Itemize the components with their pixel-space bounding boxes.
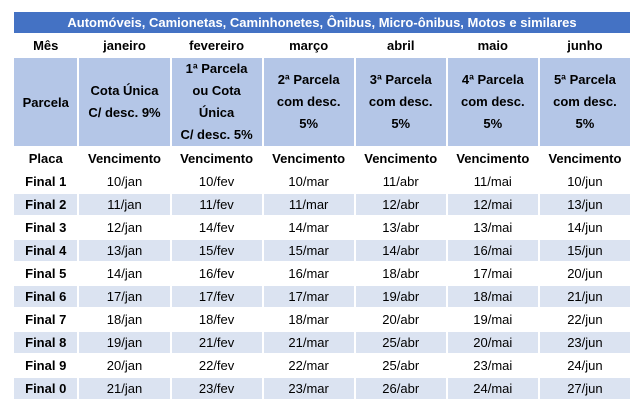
due-date-cell: 10/jan xyxy=(79,171,169,192)
due-date-cell: 18/jan xyxy=(79,309,169,330)
due-date-cell: 13/abr xyxy=(356,217,446,238)
parcela-line: com desc. xyxy=(461,94,525,109)
parcela-line: 3ª Parcela xyxy=(369,72,432,87)
due-date-cell: 18/mar xyxy=(264,309,354,330)
parcela-cell xyxy=(448,58,538,146)
due-date-cell: 15/fev xyxy=(172,240,262,261)
due-date-cell: 14/jan xyxy=(79,263,169,284)
parcela-cell xyxy=(356,58,446,146)
due-date-cell: 11/jan xyxy=(79,194,169,215)
parcela-line: 5ª Parcela xyxy=(553,72,616,87)
table-row xyxy=(14,355,630,376)
table-row xyxy=(14,240,630,261)
due-date-cell: 16/mar xyxy=(264,263,354,284)
due-date-cell: 11/fev xyxy=(172,194,262,215)
vencimento-header: Vencimento xyxy=(364,151,438,166)
due-date-cell: 12/abr xyxy=(356,194,446,215)
table-row xyxy=(14,332,630,353)
due-date-cell: 11/mai xyxy=(448,171,538,192)
due-date-cell: 22/jun xyxy=(540,309,630,330)
parcela-header: Parcela xyxy=(14,58,77,146)
parcela-line: C/ desc. 9% xyxy=(88,105,161,120)
table-row xyxy=(14,171,630,192)
parcela-line: 2ª Parcela xyxy=(277,72,340,87)
due-date-cell: 19/jan xyxy=(79,332,169,353)
parcela-row xyxy=(14,58,630,146)
due-date-cell: 18/mai xyxy=(448,286,538,307)
placa-header: Placa xyxy=(28,151,63,166)
month-row xyxy=(14,35,630,56)
due-date-cell: 18/fev xyxy=(172,309,262,330)
due-date-cell: 16/mai xyxy=(448,240,538,261)
plate-final-cell: Final 0 xyxy=(14,378,77,399)
vencimento-header: Vencimento xyxy=(548,151,622,166)
due-date-cell: 19/mai xyxy=(448,309,538,330)
due-date-cell: 21/jan xyxy=(79,378,169,399)
due-date-cell: 15/jun xyxy=(540,240,630,261)
parcela-line: 4ª Parcela xyxy=(461,72,524,87)
plate-final-cell: Final 4 xyxy=(14,240,77,261)
due-date-cell: 13/mai xyxy=(448,217,538,238)
due-date-cell: 24/mai xyxy=(448,378,538,399)
due-date-cell: 27/jun xyxy=(540,378,630,399)
due-date-cell: 23/jun xyxy=(540,332,630,353)
due-date-cell: 14/abr xyxy=(356,240,446,261)
due-date-cell: 19/abr xyxy=(356,286,446,307)
due-date-cell: 12/jan xyxy=(79,217,169,238)
parcela-line: 5% xyxy=(299,116,319,131)
parcela-line: 5% xyxy=(391,116,411,131)
parcela-line: com desc. xyxy=(368,94,433,109)
plate-final-cell: Final 7 xyxy=(14,309,77,330)
vencimento-row xyxy=(14,148,630,169)
due-date-cell: 20/abr xyxy=(356,309,446,330)
parcela-line: Cota Única xyxy=(90,83,159,98)
due-date-cell: 10/fev xyxy=(172,171,262,192)
due-date-cell: 25/abr xyxy=(356,332,446,353)
parcela-line: 5% xyxy=(483,116,503,131)
parcela-line: com desc. xyxy=(276,94,341,109)
parcela-cell xyxy=(172,58,262,146)
due-date-cell: 17/mai xyxy=(448,263,538,284)
due-date-cell: 13/jan xyxy=(79,240,169,261)
date-rows xyxy=(14,171,630,399)
parcela-cell xyxy=(264,58,354,146)
month-cell: março xyxy=(289,38,329,53)
due-date-cell: 25/abr xyxy=(356,355,446,376)
parcela-cell xyxy=(540,58,630,146)
vencimento-header: Vencimento xyxy=(88,151,161,166)
parcela-line: 5% xyxy=(575,116,595,131)
plate-final-cell: Final 9 xyxy=(14,355,77,376)
due-date-cell: 24/jun xyxy=(540,355,630,376)
due-date-cell: 20/jan xyxy=(79,355,169,376)
month-cell: abril xyxy=(386,38,415,53)
due-date-cell: 13/jun xyxy=(540,194,630,215)
due-date-cell: 22/mar xyxy=(264,355,354,376)
due-date-cell: 21/jun xyxy=(540,286,630,307)
month-cell: junho xyxy=(567,38,603,53)
month-cell: janeiro xyxy=(103,38,146,53)
due-date-cell: 12/mai xyxy=(448,194,538,215)
month-cell: fevereiro xyxy=(189,38,245,53)
table-row xyxy=(14,286,630,307)
parcela-line: Única xyxy=(198,105,235,120)
vencimento-header: Vencimento xyxy=(456,151,530,166)
due-date-cell: 10/mar xyxy=(264,171,354,192)
table-row xyxy=(14,263,630,284)
vencimento-header: Vencimento xyxy=(272,151,346,166)
table-row xyxy=(14,309,630,330)
plate-final-cell: Final 6 xyxy=(14,286,77,307)
table-row xyxy=(14,217,630,238)
due-date-cell: 16/fev xyxy=(172,263,262,284)
table-row xyxy=(14,378,630,399)
parcela-line: 1ª Parcela xyxy=(185,61,248,76)
parcela-cell xyxy=(79,58,169,146)
due-date-cell: 14/jun xyxy=(540,217,630,238)
due-date-cell: 21/fev xyxy=(172,332,262,353)
due-date-cell: 11/abr xyxy=(356,171,446,192)
table-title: Automóveis, Camionetas, Caminhonetes, Ônibus, Micro-ônibus, Motos e similares xyxy=(14,12,630,33)
table-row xyxy=(14,194,630,215)
ipva-schedule-table xyxy=(12,10,632,401)
plate-final-cell: Final 5 xyxy=(14,263,77,284)
parcela-line: C/ desc. 5% xyxy=(180,127,253,142)
plate-final-cell: Final 2 xyxy=(14,194,77,215)
plate-final-cell: Final 1 xyxy=(14,171,77,192)
due-date-cell: 17/mar xyxy=(264,286,354,307)
month-cell: maio xyxy=(477,38,508,53)
due-date-cell: 14/fev xyxy=(172,217,262,238)
due-date-cell: 14/mar xyxy=(264,217,354,238)
parcela-line: ou Cota xyxy=(192,83,241,98)
due-date-cell: 21/mar xyxy=(264,332,354,353)
plate-final-cell: Final 8 xyxy=(14,332,77,353)
due-date-cell: 15/mar xyxy=(264,240,354,261)
due-date-cell: 17/fev xyxy=(172,286,262,307)
due-date-cell: 22/fev xyxy=(172,355,262,376)
due-date-cell: 18/abr xyxy=(356,263,446,284)
due-date-cell: 26/abr xyxy=(356,378,446,399)
month-header: Mês xyxy=(33,38,59,53)
title-row xyxy=(14,12,630,33)
due-date-cell: 20/jun xyxy=(540,263,630,284)
parcela-line: com desc. xyxy=(553,94,617,109)
due-date-cell: 23/mai xyxy=(448,355,538,376)
due-date-cell: 20/mai xyxy=(448,332,538,353)
due-date-cell: 11/mar xyxy=(264,194,354,215)
due-date-cell: 10/jun xyxy=(540,171,630,192)
plate-final-cell: Final 3 xyxy=(14,217,77,238)
vencimento-header: Vencimento xyxy=(180,151,254,166)
due-date-cell: 23/fev xyxy=(172,378,262,399)
due-date-cell: 23/mar xyxy=(264,378,354,399)
due-date-cell: 17/jan xyxy=(79,286,169,307)
